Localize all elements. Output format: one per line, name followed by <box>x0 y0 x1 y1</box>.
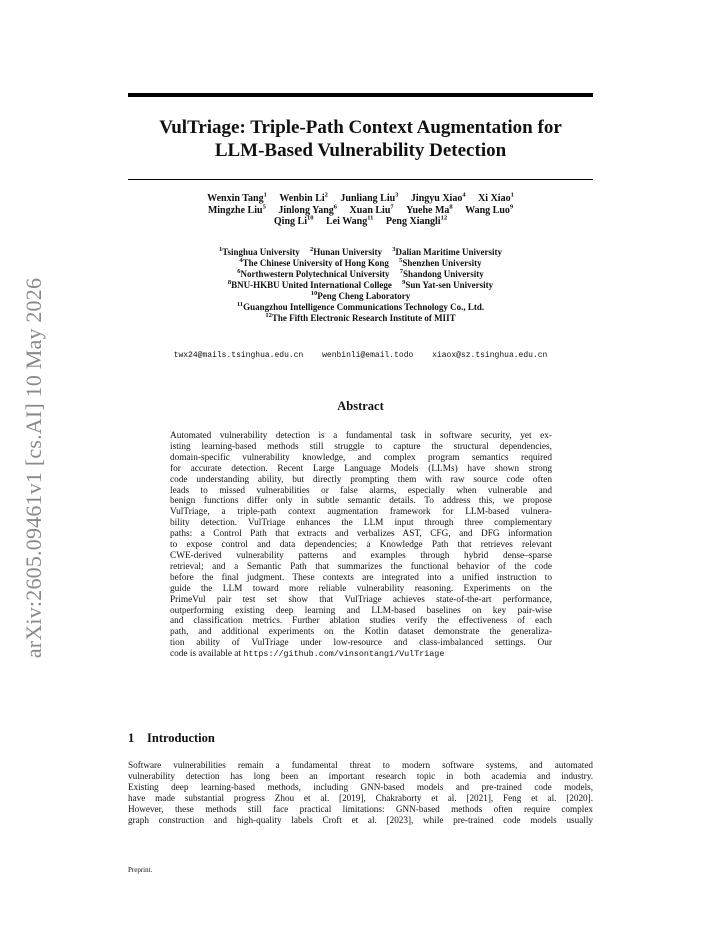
affiliation: $^4$The Chinese University of Hong Kong <box>239 257 389 268</box>
abstract-line: domain-specific vulnerability knowledge, and complex program semantics required <box>170 452 552 463</box>
abstract-line: path, and additional experiments on the Kotlin dataset demonstrate the generaliza- <box>170 627 552 638</box>
author: Peng Xiangli$^{12}$ <box>385 214 448 227</box>
email-list <box>128 351 593 361</box>
abstract-line: to expose control and data dependencies; a Knowledge Path that retrieves relevant <box>170 540 552 551</box>
abstract-line: outperforming existing deep learning and LLM-based baselines on key pair-wise <box>170 605 552 616</box>
intro-line: However, these methods still face practical limitations: GNN-based methods often require complex <box>128 803 593 814</box>
affiliation-row <box>128 280 593 291</box>
author-row <box>128 216 593 228</box>
affiliation-list <box>128 247 593 324</box>
arxiv-stamp: arXiv:2605.09461v1 [cs.AI] 10 May 2026 <box>21 277 46 659</box>
abstract-line: before the final judgment. These contexts are integrated into a unified instruction to <box>170 572 552 583</box>
affiliation: $^1$Tsinghua University <box>219 246 300 257</box>
abstract-line: isting learning-based methods still struggle to capture the structural dependencies, <box>170 441 552 452</box>
affiliation-row <box>128 269 593 280</box>
intro-line: have made substantial progress Zhou et al. [2019], Chakraborty et al. [2021], Feng et al. [2020]. <box>128 792 593 803</box>
abstract-line: tion ability of VulTriage under low-resource and class-imbalanced settings. Our <box>170 638 552 649</box>
abstract-line: for accurate detection. Recent Large Language Models (LLMs) have shown strong <box>170 463 552 474</box>
author: Xuan Liu$^7$ <box>349 203 394 216</box>
abstract-line: CWE-derived vulnerability patterns and examples through hybrid dense–sparse <box>170 550 552 561</box>
abstract-line: Automated vulnerability detection is a fundamental task in software security, yet ex- <box>170 431 552 441</box>
abstract-line: bility detection. VulTriage enhances the LLM input through three complementary <box>170 518 552 529</box>
abstract-line: code is available at https://github.com/vinsontang1/VulTriage <box>170 649 445 660</box>
author: Mingzhe Liu$^5$ <box>207 203 266 216</box>
section-number: 1 <box>128 731 135 745</box>
intro-line: graph construction and high-quality labels Croft et al. [2023], while pre-trained code models usually <box>128 814 593 825</box>
affiliation: $^{11}$Guangzhou Intelligence Communications Technology Co., Ltd. <box>236 301 485 312</box>
affiliation: $^{10}$Peng Cheng Laboratory <box>310 290 411 301</box>
author: Lei Wang$^{11}$ <box>325 214 374 227</box>
abstract-body <box>170 431 552 660</box>
affiliation: $^2$Hunan University <box>309 246 382 257</box>
author: Wenbin Li$^2$ <box>279 191 328 204</box>
title-line: VulTriage: Triple-Path Context Augmentation for <box>159 117 562 138</box>
affiliation-row <box>128 302 593 313</box>
affiliation: $^3$Dalian Maritime University <box>392 246 502 257</box>
title-rule-top <box>128 93 593 97</box>
author: Jingyu Xiao$^4$ <box>410 191 466 204</box>
abstract-line: paths: a Control Path that extracts and verbalizes AST, CFG, and DFG information <box>170 529 552 540</box>
author-row <box>128 193 593 205</box>
affiliation-row <box>128 258 593 269</box>
author: Junliang Liu$^3$ <box>340 191 399 204</box>
paper-title <box>128 116 593 162</box>
abstract-line: leads to missed vulnerabilities or false alarms, especially when vulnerable and <box>170 485 552 496</box>
abstract-line: code understanding ability, but directly prompting them with raw source code often <box>170 474 552 485</box>
email-address[interactable]: xiaox@sz.tsinghua.edu.cn <box>432 351 548 360</box>
intro-line: vulnerability detection has long been an important research topic in both academia and industry. <box>128 770 593 781</box>
author-row <box>128 205 593 217</box>
section-heading <box>128 731 215 746</box>
abstract-line: PrimeVul pair test set show that VulTriage achieves state-of-the-art performance, <box>170 594 552 605</box>
affiliation: $^{12}$The Fifth Electronic Research Institute of MIIT <box>265 312 456 323</box>
title-rule-bottom <box>128 179 593 180</box>
author-list <box>128 193 593 228</box>
abstract-heading: Abstract <box>337 399 384 413</box>
affiliation: $^5$Shenzhen University <box>399 257 482 268</box>
intro-line: Software vulnerabilities remain a fundamental threat to modern software systems, and automated <box>128 760 593 770</box>
affiliation-row <box>128 247 593 258</box>
affiliation: $^8$BNU-HKBU United International College <box>227 279 392 290</box>
footer-note: Preprint. <box>128 866 153 874</box>
abstract-line: benign functions differ only in subtle semantic details. To address this, we propose <box>170 496 552 507</box>
abstract-line: retrieval; and a Semantic Path that summarizes the functional behavior of the code <box>170 561 552 572</box>
email-address[interactable]: wenbinli@email.todo <box>322 351 414 360</box>
email-address[interactable]: twx24@mails.tsinghua.edu.cn <box>173 351 304 360</box>
author: Wang Luo$^9$ <box>465 203 514 216</box>
affiliation: $^7$Shandong University <box>399 268 484 279</box>
intro-body <box>128 760 593 825</box>
author: Yuehe Ma$^8$ <box>406 203 453 216</box>
author: Xi Xiao$^1$ <box>478 191 514 204</box>
title-line: LLM-Based Vulnerability Detection <box>214 140 507 161</box>
abstract-line: guide the LLM toward more reliable vulnerability reasoning. Experiments on the <box>170 583 552 594</box>
author: Jinlong Yang$^6$ <box>278 203 338 216</box>
abstract-line: and classification metrics. Further ablation studies verify the effectiveness of each <box>170 616 552 627</box>
intro-line: Existing deep learning-based methods, including GNN-based models and pre-trained code models, <box>128 781 593 792</box>
section-title: Introduction <box>147 731 215 745</box>
author: Qing Li$^{10}$ <box>273 214 314 227</box>
code-url-link[interactable]: https://github.com/vinsontang1/VulTriage <box>243 649 445 660</box>
affiliation-row <box>128 313 593 324</box>
affiliation: $^9$Sun Yat-sen University <box>402 279 494 290</box>
affiliation: $^6$Northwestern Polytechnical University <box>237 268 390 279</box>
author: Wenxin Tang$^1$ <box>207 191 267 204</box>
abstract-line: VulTriage, a triple-path context augmentation framework for LLM-based vulnera- <box>170 507 552 518</box>
affiliation-row <box>128 291 593 302</box>
